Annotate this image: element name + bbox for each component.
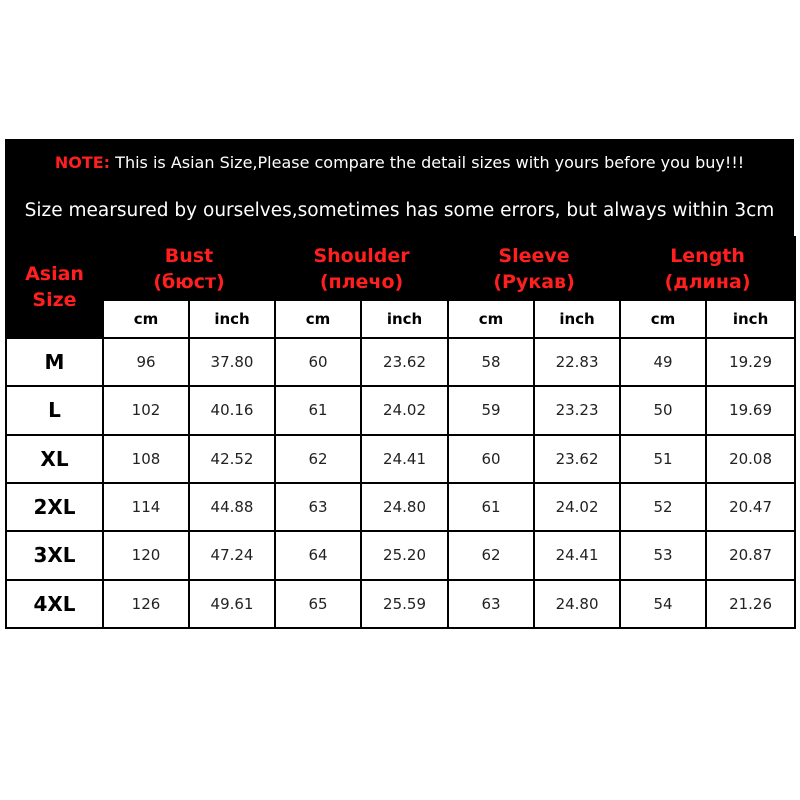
shoulder-inch: 24.80 [361, 483, 448, 531]
sleeve-cm: 60 [448, 435, 534, 483]
bust-inch: 44.88 [189, 483, 275, 531]
bust-cm: 96 [103, 338, 189, 386]
shoulder-cm: 62 [275, 435, 361, 483]
sleeve-inch: 24.02 [534, 483, 620, 531]
column-translation: (бюст) [153, 270, 225, 293]
bust-cm: 102 [103, 386, 189, 434]
size-row-3xl [6, 531, 795, 579]
bust-cm: 126 [103, 580, 189, 628]
length-cm: 49 [620, 338, 706, 386]
shoulder-inch: 25.20 [361, 531, 448, 579]
bust-cm: 120 [103, 531, 189, 579]
length-cm: 54 [620, 580, 706, 628]
length-inch: 20.87 [706, 531, 795, 579]
shoulder-inch: 25.59 [361, 580, 448, 628]
bust-inch: 37.80 [189, 338, 275, 386]
length-inch: 20.08 [706, 435, 795, 483]
sleeve-inch: 24.41 [534, 531, 620, 579]
shoulder-cm: 64 [275, 531, 361, 579]
size-label: 3XL [6, 531, 103, 579]
size-row-4xl [6, 580, 795, 628]
unit-label: cm [275, 300, 361, 338]
asian-size-header [6, 237, 103, 338]
length-cm: 50 [620, 386, 706, 434]
bust-cm: 108 [103, 435, 189, 483]
header-row [6, 237, 795, 300]
sleeve-inch: 23.62 [534, 435, 620, 483]
sleeve-cm: 61 [448, 483, 534, 531]
column-translation: (длина) [664, 270, 751, 293]
note-text: This is Asian Size,Please compare the detail sizes with yours before you buy!!! [110, 153, 745, 172]
size-row-l [6, 386, 795, 434]
unit-row [6, 300, 795, 338]
shoulder-inch: 24.41 [361, 435, 448, 483]
column-header-length [620, 237, 795, 300]
length-inch: 19.29 [706, 338, 795, 386]
unit-label: cm [448, 300, 534, 338]
note-line [5, 150, 794, 176]
bust-inch: 42.52 [189, 435, 275, 483]
unit-label: inch [706, 300, 795, 338]
size-table [5, 236, 796, 629]
length-inch: 19.69 [706, 386, 795, 434]
shoulder-inch: 23.62 [361, 338, 448, 386]
notice-banner [5, 139, 794, 236]
asian-size-label-line2: Size [32, 289, 77, 312]
column-translation: (Рукав) [493, 270, 575, 293]
length-cm: 52 [620, 483, 706, 531]
shoulder-cm: 60 [275, 338, 361, 386]
size-row-m [6, 338, 795, 386]
asian-size-label-line1: Asian [25, 263, 84, 286]
shoulder-inch: 24.02 [361, 386, 448, 434]
column-header-shoulder [275, 237, 448, 300]
unit-label: inch [189, 300, 275, 338]
sleeve-inch: 23.23 [534, 386, 620, 434]
sleeve-cm: 59 [448, 386, 534, 434]
shoulder-cm: 63 [275, 483, 361, 531]
column-header-bust [103, 237, 275, 300]
sleeve-cm: 58 [448, 338, 534, 386]
size-chart [5, 139, 794, 629]
bust-inch: 47.24 [189, 531, 275, 579]
sleeve-cm: 62 [448, 531, 534, 579]
unit-label: cm [103, 300, 189, 338]
length-inch: 21.26 [706, 580, 795, 628]
unit-label: inch [361, 300, 448, 338]
column-header-sleeve [448, 237, 620, 300]
size-label: L [6, 386, 103, 434]
shoulder-cm: 65 [275, 580, 361, 628]
shoulder-cm: 61 [275, 386, 361, 434]
sleeve-inch: 22.83 [534, 338, 620, 386]
column-name: Shoulder [313, 244, 410, 267]
unit-label: cm [620, 300, 706, 338]
size-label: M [6, 338, 103, 386]
bust-inch: 40.16 [189, 386, 275, 434]
sleeve-cm: 63 [448, 580, 534, 628]
column-translation: (плечо) [319, 270, 404, 293]
column-name: Sleeve [498, 244, 570, 267]
note-prefix: NOTE: [54, 153, 111, 172]
length-inch: 20.47 [706, 483, 795, 531]
bust-inch: 49.61 [189, 580, 275, 628]
column-name: Bust [164, 244, 214, 267]
size-row-2xl [6, 483, 795, 531]
bust-cm: 114 [103, 483, 189, 531]
sleeve-inch: 24.80 [534, 580, 620, 628]
length-cm: 53 [620, 531, 706, 579]
column-name: Length [670, 244, 745, 267]
size-label: XL [6, 435, 103, 483]
size-row-xl [6, 435, 795, 483]
size-label: 2XL [6, 483, 103, 531]
length-cm: 51 [620, 435, 706, 483]
measurement-disclaimer: Size mearsured by ourselves,sometimes has some errors, but always within 3cm [24, 200, 775, 221]
size-label: 4XL [6, 580, 103, 628]
unit-label: inch [534, 300, 620, 338]
